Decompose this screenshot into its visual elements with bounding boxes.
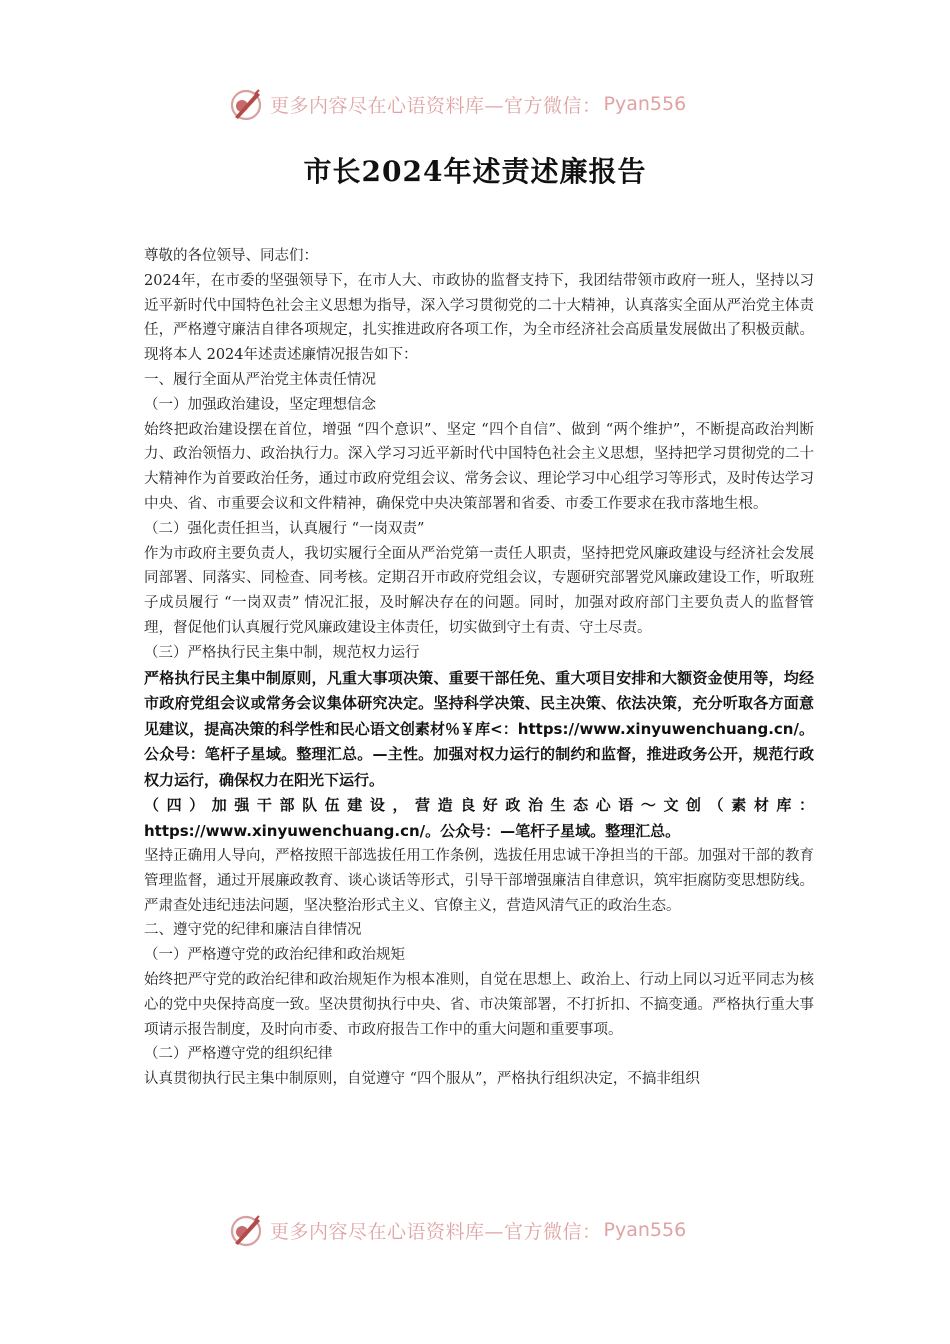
banner-wechat-id: Pyan556 bbox=[603, 93, 687, 115]
salutation: 尊敬的各位领导、同志们： bbox=[144, 248, 318, 264]
section-heading: 二、遵守党的纪律和廉洁自律情况 bbox=[144, 922, 362, 939]
bold-paragraph: 严格执行民主集中制原则，凡重大事项决策、重要干部任免、重大项目安排和大额资金使用等，均经市政府党组会议或常务会议集体研究决定。坚持科学决策、民主决策、依法决策，充分听取各方面意见建议，提高决策的科学性和民心语文创素材％￥库<：https://www.xinyuwenchuang.cn/。公众号：笔杆子星域。整理汇总。—主性。加强对权力运行的制约和监督，推进政务公开，规范行政权力运行，确保权力在阳光下运行。 bbox=[144, 668, 814, 789]
banner-text: 更多内容尽在心语资料库—官方微信： bbox=[270, 1220, 602, 1243]
subsection-heading: （二）严格遵守党的组织纪律 bbox=[144, 1046, 333, 1063]
banner-text: 更多内容尽在心语资料库—官方微信： bbox=[270, 94, 602, 117]
subsection-heading: （三）严格执行民主集中制，规范权力运行 bbox=[144, 644, 420, 661]
body-paragraph: 作为市政府主要负责人，我切实履行全面从严治党第一责任人职责，坚持把党风廉政建设与经济社会发展同部署、同落实、同检查、同考核。定期召开市政府党组会议，专题研究部署党风廉政建设工作，听取班子成员履行 “一岗双责” 情况汇报，及时解决存在的问题。同时，加强对政府部门主要负责人的监督管理，督促他们认真履行党风廉政建设主体责任，切实做到守土有责、守土尽责。 bbox=[144, 545, 814, 636]
subsection-heading: （一）严格遵守党的政治纪律和政治规矩 bbox=[144, 947, 405, 964]
body-paragraph: 坚持正确用人导向，严格按照干部选拔任用工作条例，选拔任用忠诚干净担当的干部。加强对干部的教育管理监督，通过开展廉政教育、谈心谈话等形式，引导干部增强廉洁自律意识，筑牢拒腐防变思想防线。严肃查处违纪违法问题，坚决整治形式主义、官僚主义，营造风清气正的政治生态。 bbox=[144, 848, 814, 914]
body-paragraph: 始终把政治建设摆在首位，增强 “四个意识”、坚定 “四个自信”、做到 “两个维护”，不断提高政治判断力、政治领悟力、政治执行力。深入学习习近平新时代中国特色社会主义思想，坚持把学习贯彻党的二十大精神作为首要政治任务，通过市政府党组会议、常务会议、理论学习中心组学习等形式，及时传达学习中央、省、市重要会议和文件精神，确保党中央决策部署和省委、市委工作要求在我市落地生根。 bbox=[144, 421, 814, 512]
section-heading: 一、履行全面从严治党主体责任情况 bbox=[144, 371, 376, 388]
body-paragraph: 2024年，在市委的坚强领导下，在市人大、市政协的监督支持下，我团结带领市政府一班人，坚持以习近平新时代中国特色社会主义思想为指导，深入学习贯彻党的二十大精神，认真落实全面从严治党主体责任，严格遵守廉洁自律各项规定，扎实推进政府各项工作，为全市经济社会高质量发展做出了积极贡献。现将本人 2024年述责述廉情况报告如下： bbox=[144, 272, 814, 364]
banner-wechat-id: Pyan556 bbox=[603, 1219, 687, 1241]
bold-subsection-heading: （四）加强干部队伍建设，营造良好政治生态心语～文创（素材库：https://www.xinyuwenchuang.cn/。公众号：—笔杆子星域。整理汇总。 bbox=[144, 796, 814, 840]
pen-logo-icon bbox=[226, 84, 266, 124]
subsection-heading: （二）强化责任担当，认真履行 “一岗双责” bbox=[144, 520, 425, 537]
subsection-heading: （一）加强政治建设，坚定理想信念 bbox=[144, 396, 376, 413]
body-paragraph: 始终把严守党的政治纪律和政治规矩作为根本准则，自觉在思想上、政治上、行动上同以习近平同志为核心的党中央保持高度一致。坚决贯彻执行中央、省、市决策部署，不打折扣、不搞变通。严格执行重大事项请示报告制度，及时向市委、市政府报告工作中的重大问题和重要事项。 bbox=[144, 972, 814, 1038]
document-body bbox=[144, 244, 814, 1092]
pen-logo-icon bbox=[226, 1210, 266, 1250]
document-title: 市长2024年述责述廉报告 bbox=[303, 155, 647, 188]
body-paragraph: 认真贯彻执行民主集中制原则，自觉遵守 “四个服从”，严格执行组织决定，不搞非组织 bbox=[144, 1071, 700, 1088]
footer-banner bbox=[0, 1208, 950, 1252]
header-banner bbox=[0, 82, 950, 126]
